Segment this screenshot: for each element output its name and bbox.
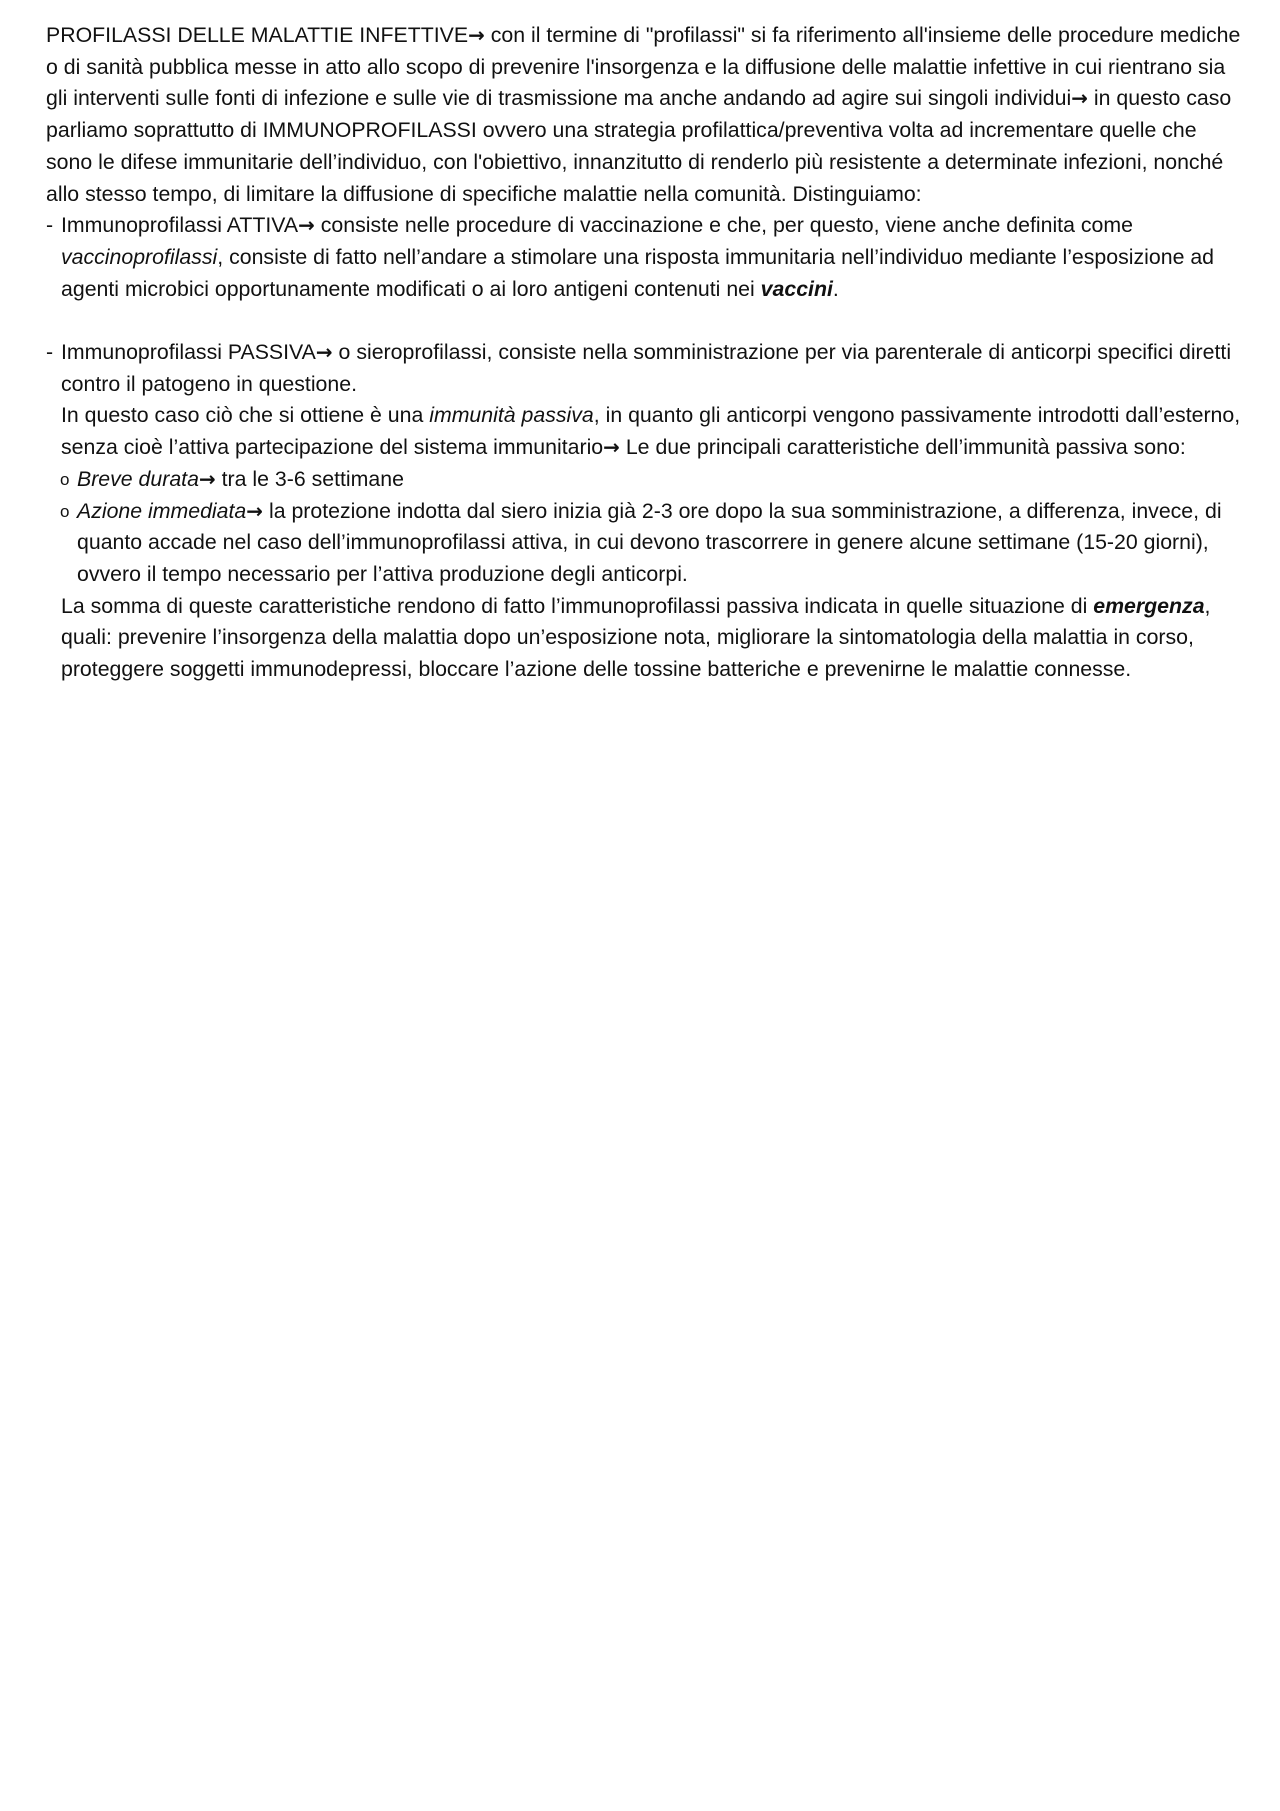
arrow-right-icon: → [315,340,333,365]
passive-heading: Immunoprofilassi PASSIVA [61,340,316,365]
sub-list-item-short-duration [46,464,1246,496]
active-text-continued: , consiste di fatto nell’andare a stimolare una risposta immunitaria nell’individuo mediante l’esposizione ad agenti microbici opportunamente modificati o ai loro antigeni contenuti nei [61,244,1215,301]
sub-item-title: Azione immediata [77,498,247,523]
summary-bold-term: emergenza [1093,593,1205,618]
sub-item-paragraph [77,464,1246,496]
list-item-active-immunoprophylaxis [46,210,1246,305]
active-paragraph [61,210,1246,305]
sub-item-paragraph [77,496,1246,591]
dash-bullet: - [46,213,54,238]
active-period: . [832,276,839,301]
sub-item-title: Breve durata [77,466,199,491]
sub-item-text: tra le 3-6 settimane [215,466,404,491]
passive-paragraph [61,337,1246,400]
passive-text: o sieroprofilassi, consiste nella somministrazione per via parenterale di anticorpi specifici diretti contro il patogeno in questione. [61,340,1232,396]
passive-immunity-paragraph [46,400,1246,463]
arrow-right-icon: → [298,213,315,238]
arrow-right-icon: → [603,435,620,460]
active-text: consiste nelle procedure di vaccinazione e che, per questo, viene anche definita come [314,213,1133,238]
passive-p2-italic-term: immunità passiva [429,403,594,428]
summary-text: La somma di queste caratteristiche rendono di fatto l’immunoprofilassi passiva indicata in quelle situazione di [61,593,1094,618]
active-bold-term: vaccini [760,276,833,301]
active-heading: Immunoprofilassi ATTIVA [61,213,299,238]
arrow-right-icon: → [198,466,216,491]
intro-text-continued: in questo caso parliamo soprattutto di IMMUNOPROFILASSI ovvero una strategia profilattica/preventiva volta ad incrementare quelle che sono le difese immunitarie dell’individuo, con l'obiettivo, innanzitutto di renderlo più resistente a determinate infezioni, nonché allo stesso tempo, di limitare la diffusione di specifiche malattie nella comunità. Distinguiamo: [46,86,1232,206]
summary-paragraph [46,591,1246,686]
arrow-right-icon: → [468,23,485,47]
passive-p2-text-end: Le due principali caratteristiche dell’immunità passiva sono: [619,435,1186,460]
list-item-passive-immunoprophylaxis [46,337,1246,400]
circle-bullet: o [60,501,70,521]
dash-bullet: - [46,340,54,365]
circle-bullet: o [60,469,70,489]
active-italic-term: vaccinoprofilassi [61,244,218,269]
blank-line [46,305,1246,337]
summary-text-continued: , quali: prevenire l’insorgenza della malattia dopo un’esposizione nota, migliorare la sintomatologia della malattia in corso, proteggere soggetti immunodepressi, bloccare l’azione delle tossine batteriche e prevenirne le malattie connesse. [61,593,1211,682]
intro-text: con il termine di "profilassi" si fa riferimento all'insieme delle procedure mediche o di sanità pubblica messe in atto allo scopo di prevenire l'insorgenza e la diffusione delle malattie infettive in cui rientrano sia gli interventi sulle fonti di infezione e sulle vie di trasmissione ma anche andando ad agire sui singoli individui [46,23,1241,111]
arrow-right-icon: → [1071,86,1088,111]
document-body [46,20,1246,686]
passive-p2-text: In questo caso ciò che si ottiene è una [61,403,430,428]
intro-heading: PROFILASSI DELLE MALATTIE INFETTIVE [46,23,469,47]
sub-list-item-immediate-action [46,496,1246,591]
intro-paragraph [46,20,1246,210]
arrow-right-icon: → [246,498,264,523]
sub-item-text: la protezione indotta dal siero inizia già 2-3 ore dopo la sua somministrazione, a differenza, invece, di quanto accade nel caso dell’immunoprofilassi attiva, in cui devono trascorrere in genere alcune settimane (15-20 giorni), ovvero il tempo necessario per l’attiva produzione degli anticorpi. [77,498,1222,586]
passive-p2-text-continued: , in quanto gli anticorpi vengono passivamente introdotti dall’esterno, senza cioè l’attiva partecipazione del sistema immunitario [61,403,1241,460]
